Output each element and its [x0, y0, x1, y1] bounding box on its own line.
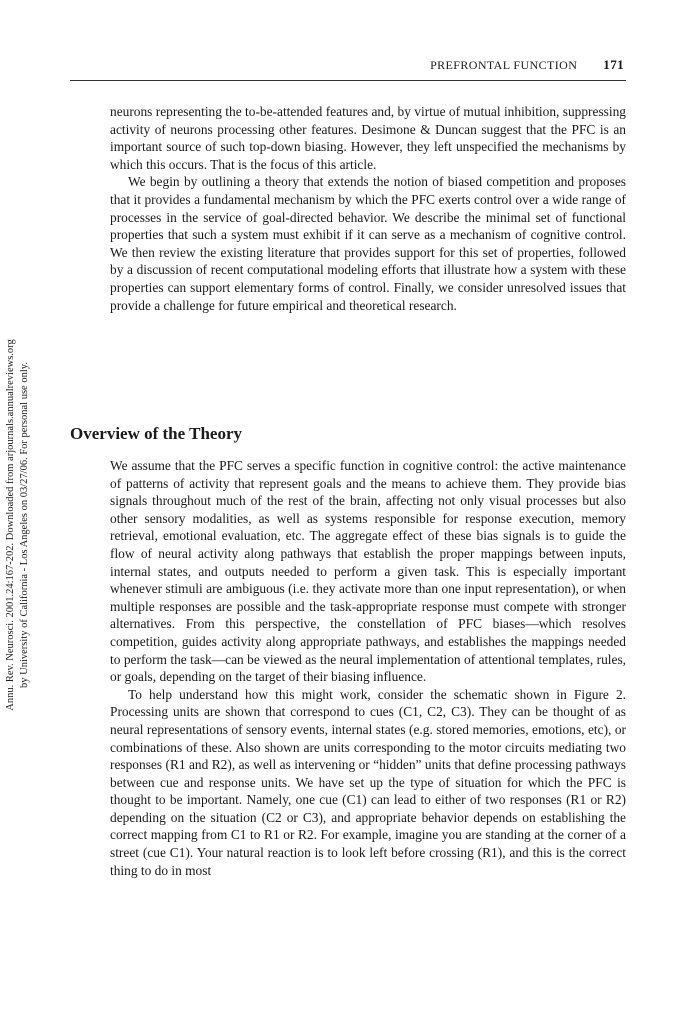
- running-title: PREFRONTAL FUNCTION: [430, 58, 578, 72]
- running-head: [430, 57, 624, 73]
- download-notice-line-2: by University of California - Los Angeles on 03/27/06. For personal use only.: [19, 362, 30, 688]
- body-text-top: [110, 103, 626, 314]
- paragraph: We assume that the PFC serves a specific function in cognitive control: the active maintenance of patterns of activity that represent goals and the means to achieve them. They provide bias signals throughout much of the rest of the brain, affecting not only visual processes but also other sensory modalities, as well as systems responsible for response execution, memory retrieval, emotional evaluation, etc. The aggregate effect of these bias signals is to guide the flow of neural activity along pathways that establish the proper mappings between inputs, internal states, and outputs needed to perform a given task. This is especially important whenever stimuli are ambiguous (i.e. they activate more than one input representation), or when multiple responses are possible and the task-appropriate response must compete with stronger alternatives. From this perspective, the constellation of PFC biases—which resolves competition, guides activity along appropriate pathways, and establishes the mappings needed to perform the task—can be viewed as the neural implementation of attentional templates, rules, or goals, depending on the target of their biasing influence.: [110, 458, 626, 685]
- header-rule: [70, 80, 626, 81]
- download-notice-line-1: Annu. Rev. Neurosci. 2001.24:167-202. Downloaded from arjournals.annualreviews.org: [5, 339, 16, 711]
- paragraph: We begin by outlining a theory that extends the notion of biased competition and proposes that it provides a fundamental mechanism by which the PFC exerts control over a wide range of processes in the service of goal-directed behavior. We describe the minimal set of functional properties that such a system must exhibit if it can serve as a mechanism of cognitive control. We then review the existing literature that provides support for this set of properties, followed by a discussion of recent computational modeling efforts that illustrate how a system with these properties can support elementary forms of control. Finally, we consider unresolved issues that provide a challenge for future empirical and theoretical research.: [110, 174, 626, 313]
- body-text-section: [110, 457, 626, 879]
- page-number: 171: [603, 57, 624, 72]
- download-notice: [4, 290, 44, 760]
- paragraph: To help understand how this might work, consider the schematic shown in Figure 2. Processing units are shown that correspond to cues (C1, C2, C3). They can be thought of as neural representations of sensory events, internal states (e.g. stored memories, emotions, etc), or combinations of these. Also shown are units corresponding to the motor circuits mediating two responses (R1 and R2), as well as intervening or “hidden” units that define processing pathways between cue and response units. We have set up the type of situation for which the PFC is thought to be important. Namely, one cue (C1) can lead to either of two responses (R1 or R2) depending on the situation (C2 or C3), and appropriate behavior depends on establishing the correct mapping from C1 to R1 or R2. For example, imagine you are standing at the corner of a street (cue C1). Your natural reaction is to look left before crossing (R1), and this is the correct thing to do in most: [110, 686, 626, 878]
- paragraph: neurons representing the to-be-attended features and, by virtue of mutual inhibition, suppressing activity of neurons processing other features. Desimone & Duncan suggest that the PFC is an important source of such top-down biasing. However, they left unspecified the mechanisms by which this occurs. That is the focus of this article.: [110, 104, 626, 172]
- section-heading: Overview of the Theory: [70, 424, 243, 443]
